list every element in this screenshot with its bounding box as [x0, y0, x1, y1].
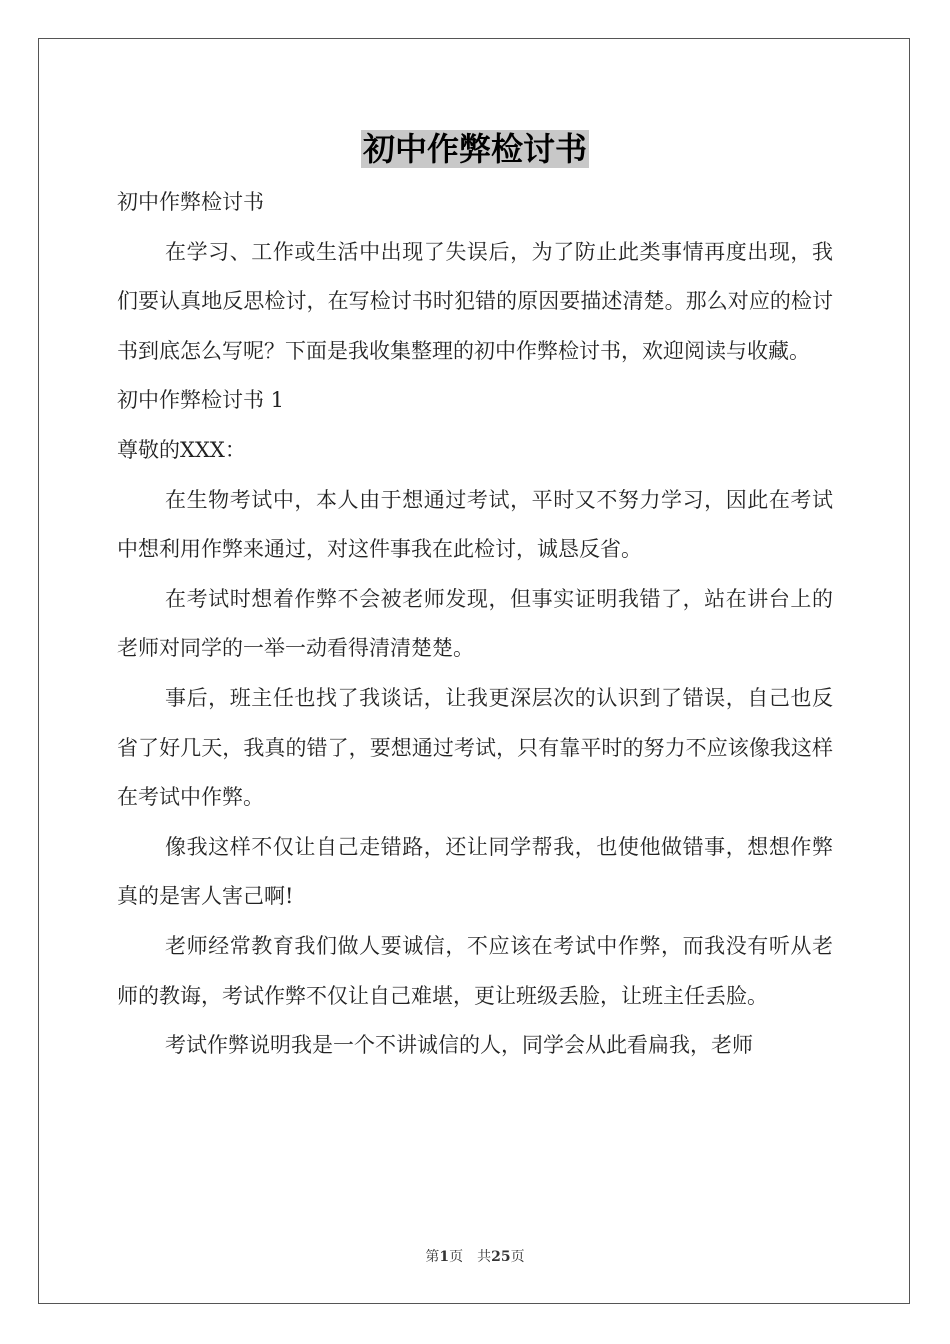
salutation: 尊敬的XXX：: [117, 437, 246, 462]
body-paragraph: 在生物考试中，本人由于想通过考试，平时又不努力学习，因此在考试中想利用作弊来通过，对这件事我在此检讨，诚恳反省。: [117, 487, 833, 562]
body-paragraph: 考试作弊说明我是一个不讲诚信的人，同学会从此看扁我，老师: [165, 1033, 753, 1058]
body-paragraph: 事后，班主任也找了我谈话，让我更深层次的认识到了错误，自己也反省了好几天，我真的错了，要想通过考试，只有靠平时的努力不应该像我这样在考试中作弊。: [117, 685, 833, 810]
document-body: [117, 178, 833, 1071]
current-page-number: 1: [439, 1249, 450, 1265]
document-title: [0, 128, 950, 170]
body-paragraph: 在考试时想着作弊不会被老师发现，但事实证明我错了，站在讲台上的老师对同学的一举一动看得清清楚楚。: [117, 586, 833, 661]
page-number-footer: [0, 1246, 950, 1266]
title-text: 初中作弊检讨书: [362, 130, 587, 168]
document-subtitle: 初中作弊检讨书: [117, 190, 264, 214]
page-prefix: 第: [425, 1249, 440, 1265]
intro-paragraph: 在学习、工作或生活中出现了失误后，为了防止此类事情再度出现，我们要认真地反思检讨，在写检讨书时犯错的原因要描述清楚。那么对应的检讨书到底怎么写呢？下面是我收集整理的初中作弊检讨书，欢迎阅读与收藏。: [117, 239, 833, 363]
total-page-count: 25: [491, 1249, 511, 1265]
section-heading: 初中作弊检讨书 1: [117, 388, 285, 413]
page-mid: 页 共: [449, 1249, 492, 1265]
body-paragraph: 老师经常教育我们做人要诚信，不应该在考试中作弊，而我没有听从老师的教诲，考试作弊不仅让自己难堪，更让班级丢脸，让班主任丢脸。: [117, 933, 833, 1008]
page-suffix: 页: [510, 1249, 525, 1265]
body-paragraph: 像我这样不仅让自己走错路，还让同学帮我，也使他做错事，想想作弊真的是害人害己啊!: [117, 834, 833, 909]
